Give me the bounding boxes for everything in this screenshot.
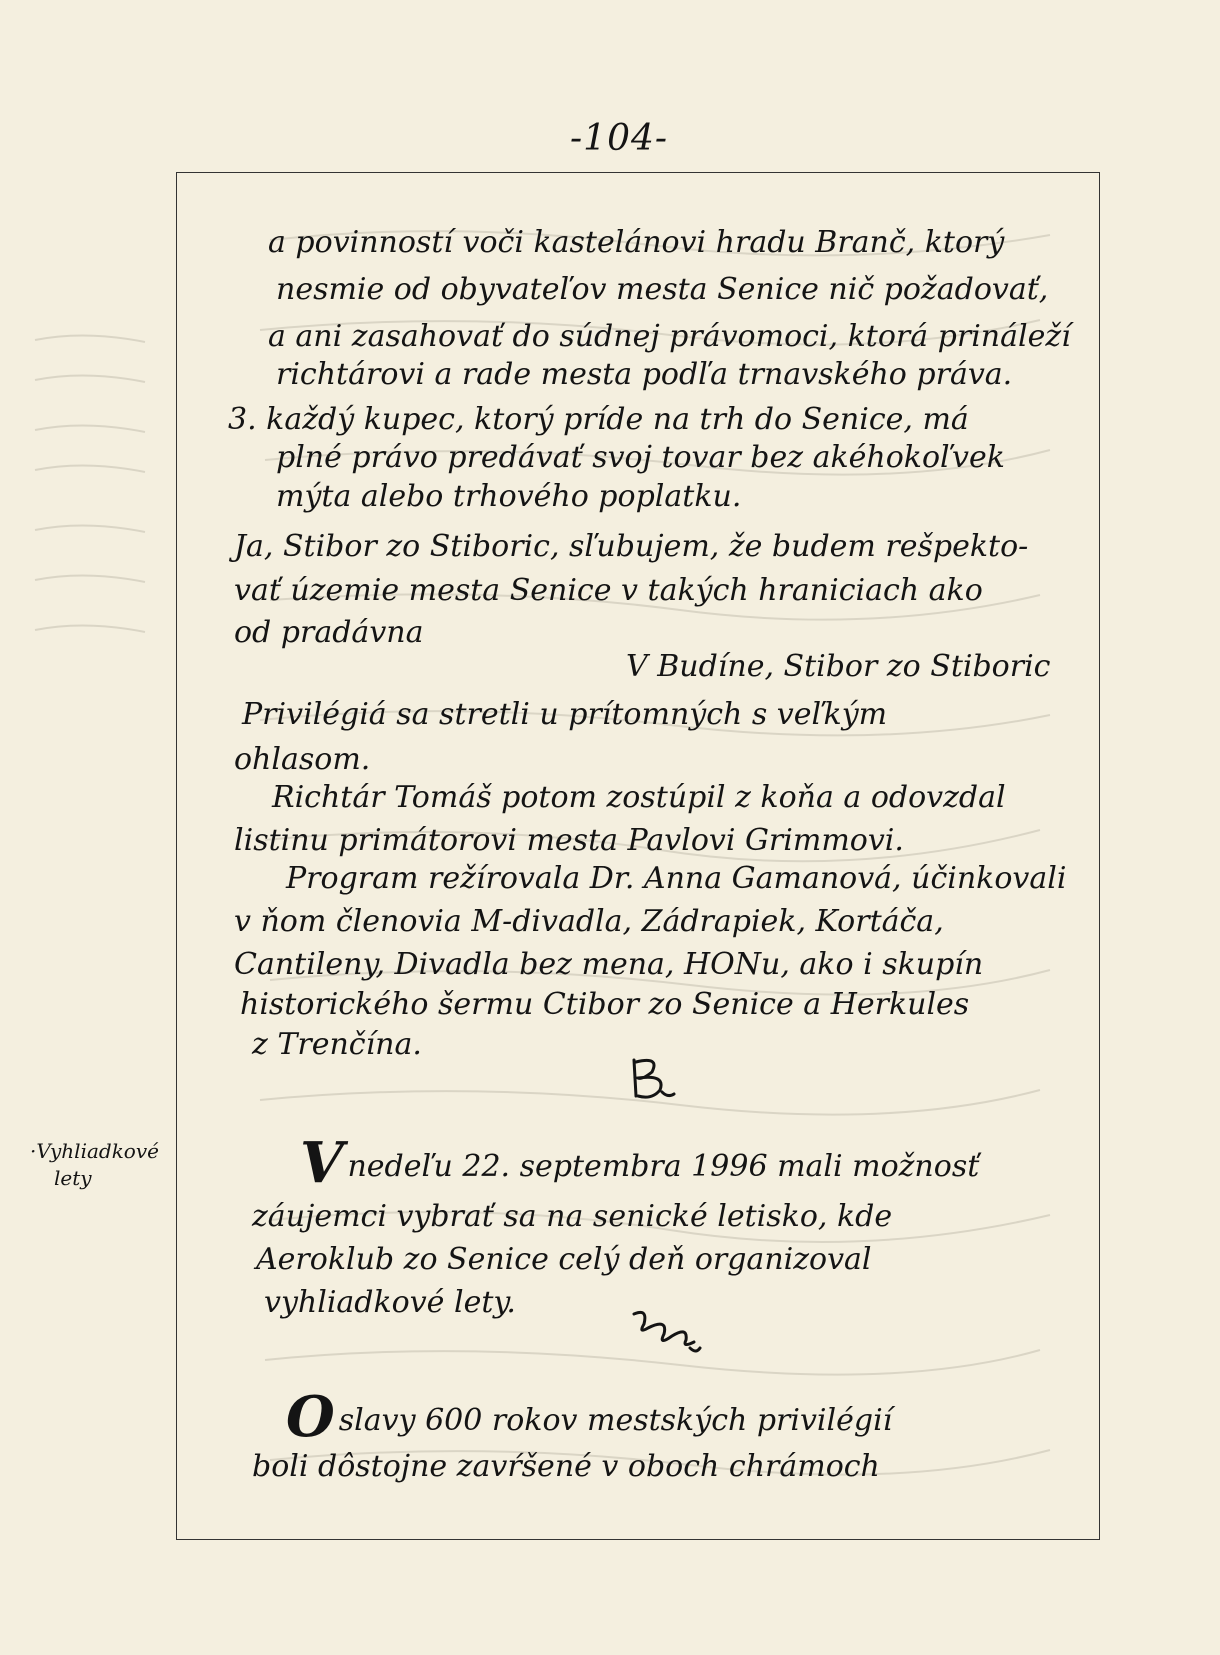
left-margin-bleed-through <box>25 320 165 746</box>
text-line: záujemci vybrať sa na senické letisko, kde <box>252 1199 893 1234</box>
text-line: boli dôstojne zavŕšené v oboch chrámoch <box>252 1449 880 1484</box>
text-line: 3. každý kupec, ktorý príde na trh do Senice, má <box>228 402 969 437</box>
text-line: plné právo predávať svoj tovar bez akéhokoľvek <box>276 440 1005 475</box>
text-line: od pradávna <box>234 615 424 650</box>
text-line: mýta alebo trhového poplatku. <box>276 479 742 514</box>
text-line: a povinností voči kastelánovi hradu Branč, ktorý <box>268 225 1005 260</box>
text-line: historického šermu Ctibor zo Senice a Herkules <box>240 987 970 1022</box>
text-line: Ja, Stibor zo Stiboric, sľubujem, že budem rešpekto- <box>234 529 1029 564</box>
text-line: Cantileny, Divadla bez mena, HONu, ako i skupín <box>234 947 984 982</box>
text-span: slavy 600 rokov mestských privilégií <box>338 1403 893 1438</box>
paragraph-2-first-line <box>300 1130 980 1196</box>
text-line: listinu primátorovi mesta Pavlovi Grimmovi. <box>234 823 904 858</box>
text-line: a ani zasahovať do súdnej právomoci, ktorá prináleží <box>268 319 1071 354</box>
text-line: nesmie od obyvateľov mesta Senice nič požadovať, <box>276 272 1049 307</box>
text-line: Privilégiá sa stretli u prítomných s veľkým <box>242 697 888 732</box>
signature-line: V Budíne, Stibor zo Stiboric <box>626 649 1051 684</box>
text-line: Richtár Tomáš potom zostúpil z koňa a odovzdal <box>272 780 1006 815</box>
margin-note <box>30 1138 159 1192</box>
text-line: v ňom členovia M-divadla, Zádrapiek, Kortáča, <box>234 904 944 939</box>
text-line: Program režírovala Dr. Anna Gamanová, účinkovali <box>286 861 1067 896</box>
text-line: ohlasom. <box>234 742 371 777</box>
text-line: Aeroklub zo Senice celý deň organizoval <box>256 1242 872 1277</box>
page-number: -104- <box>570 118 669 159</box>
text-line: z Trenčína. <box>252 1027 422 1062</box>
dropcap-o: O <box>286 1384 335 1450</box>
text-line: vať územie mesta Senice v takých hraniciach ako <box>234 573 983 608</box>
dropcap-v: V <box>300 1130 344 1196</box>
text-span: nedeľu 22. septembra 1996 mali možnosť <box>347 1149 980 1184</box>
text-line: richtárovi a rade mesta podľa trnavského práva. <box>276 357 1013 392</box>
flourish-divider-2 <box>628 1304 704 1356</box>
margin-note-line-1: ·Vyhliadkové <box>30 1139 159 1163</box>
flourish-divider-1 <box>626 1052 686 1104</box>
margin-note-line-2: lety <box>54 1166 92 1190</box>
text-line: vyhliadkové lety. <box>264 1285 516 1320</box>
left-margin-bleed-strokes <box>25 320 165 740</box>
paragraph-3-first-line <box>286 1384 893 1450</box>
